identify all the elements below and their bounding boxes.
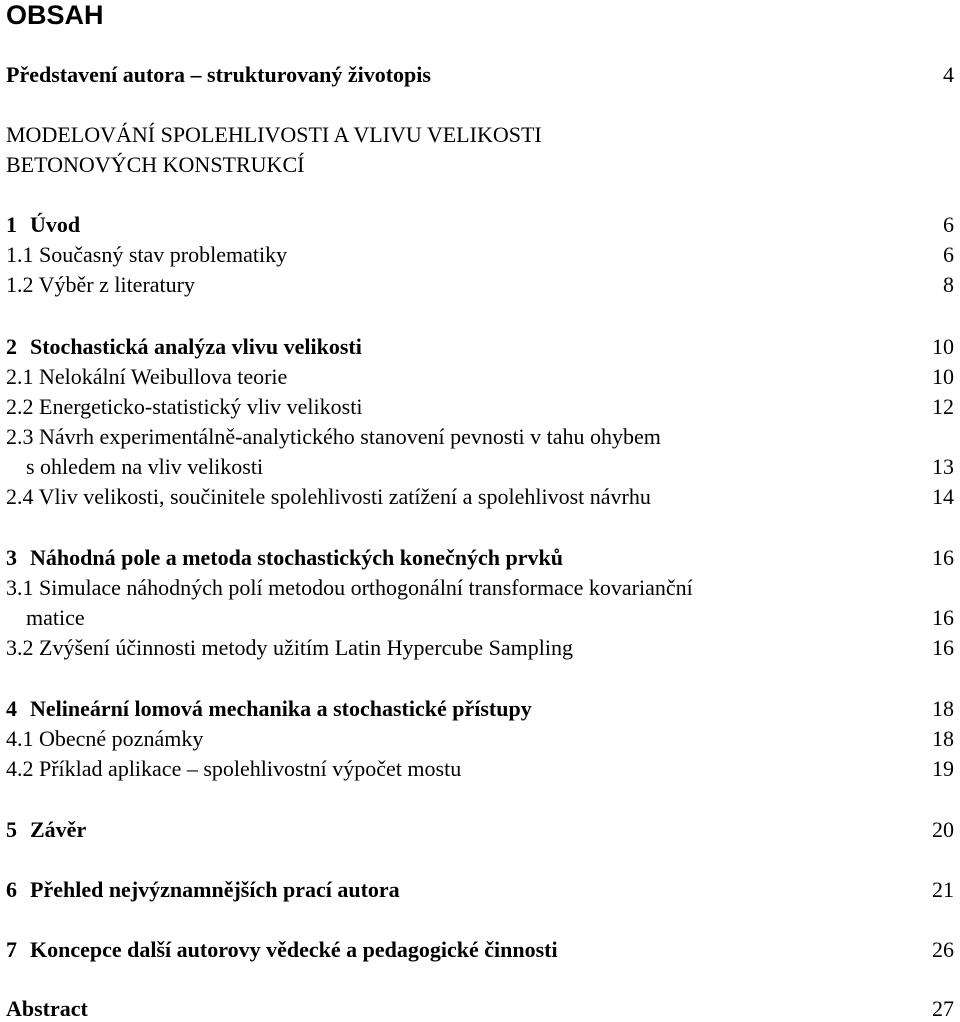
toc-chapter-title: Nelineární lomová mechanika a stochastické přístupy [30,696,532,721]
toc-chapter-title: Závěr [30,817,87,842]
toc-chapter-title: Úvod [30,212,81,237]
toc-section-title-continuation: matice [26,605,85,630]
toc-entry-page: 16 [932,605,954,630]
toc-entry-title: Představení autora – strukturovaný životopis [6,62,431,87]
toc-entry-page: 26 [932,937,954,962]
toc-section-title: 1.1 Současný stav problematiky [6,242,288,267]
toc-entry-page: 18 [932,696,954,721]
toc-section-title: 3.1 Simulace náhodných polí metodou orthogonální transformace kovarianční [6,575,693,600]
toc-section-title: 4.1 Obecné poznámky [6,726,204,751]
toc-entry-page: 13 [932,454,954,479]
toc-section-title: 1.2 Výběr z literatury [6,272,195,297]
toc-chapter-number: 6 [6,877,17,902]
toc-section-title-continuation: s ohledem na vliv velikosti [26,454,264,479]
toc-section-title: 2.1 Nelokální Weibullova teorie [6,364,288,389]
toc-chapter-number: 4 [6,696,17,721]
toc-entry-page: 6 [943,242,954,267]
toc-entry-page: 10 [932,364,954,389]
toc-entry-title: Abstract [6,996,88,1021]
toc-section-title: 2.3 Návrh experimentálně-analytického stanovení pevnosti v tahu ohybem [6,424,661,449]
toc-entry-page: 19 [932,756,954,781]
toc-chapter-number: 1 [6,212,17,237]
toc-section-title: 2.4 Vliv velikosti, součinitele spolehlivosti zatížení a spolehlivost návrhu [6,484,651,509]
toc-section-title: 3.2 Zvýšení účinnosti metody užitím Latin Hypercube Sampling [6,635,574,660]
toc-chapter-title: Přehled nejvýznamnějších prací autora [30,877,400,902]
toc-entry-page: 14 [932,484,954,509]
toc-chapter-number: 2 [6,334,17,359]
toc-chapter-title: Náhodná pole a metoda stochastických konečných prvků [30,545,563,570]
toc-chapter-number: 7 [6,937,17,962]
toc-chapter-title: Stochastická analýza vlivu velikosti [30,334,362,359]
toc-entry-page: 6 [943,212,954,237]
toc-section-title: 2.2 Energeticko-statistický vliv velikosti [6,394,363,419]
toc-entry-page: 4 [943,62,954,87]
toc-entry-page: 18 [932,726,954,751]
toc-entry-page: 8 [943,272,954,297]
toc-entry-page: 21 [932,877,954,902]
toc-chapter-number: 5 [6,817,17,842]
toc-entry-page: 16 [932,635,954,660]
toc-entry-page: 12 [932,394,954,419]
toc-entry-page: 16 [932,545,954,570]
toc-entry-page: 10 [932,334,954,359]
toc-entry-page: 27 [932,996,954,1021]
toc-heading: OBSAH [6,0,104,30]
toc-entry-page: 20 [932,817,954,842]
toc-chapter-number: 3 [6,545,17,570]
toc-section-title: 4.2 Příklad aplikace – spolehlivostní výpočet mostu [6,756,462,781]
toc-chapter-title: Koncepce další autorovy vědecké a pedagogické činnosti [30,937,558,962]
